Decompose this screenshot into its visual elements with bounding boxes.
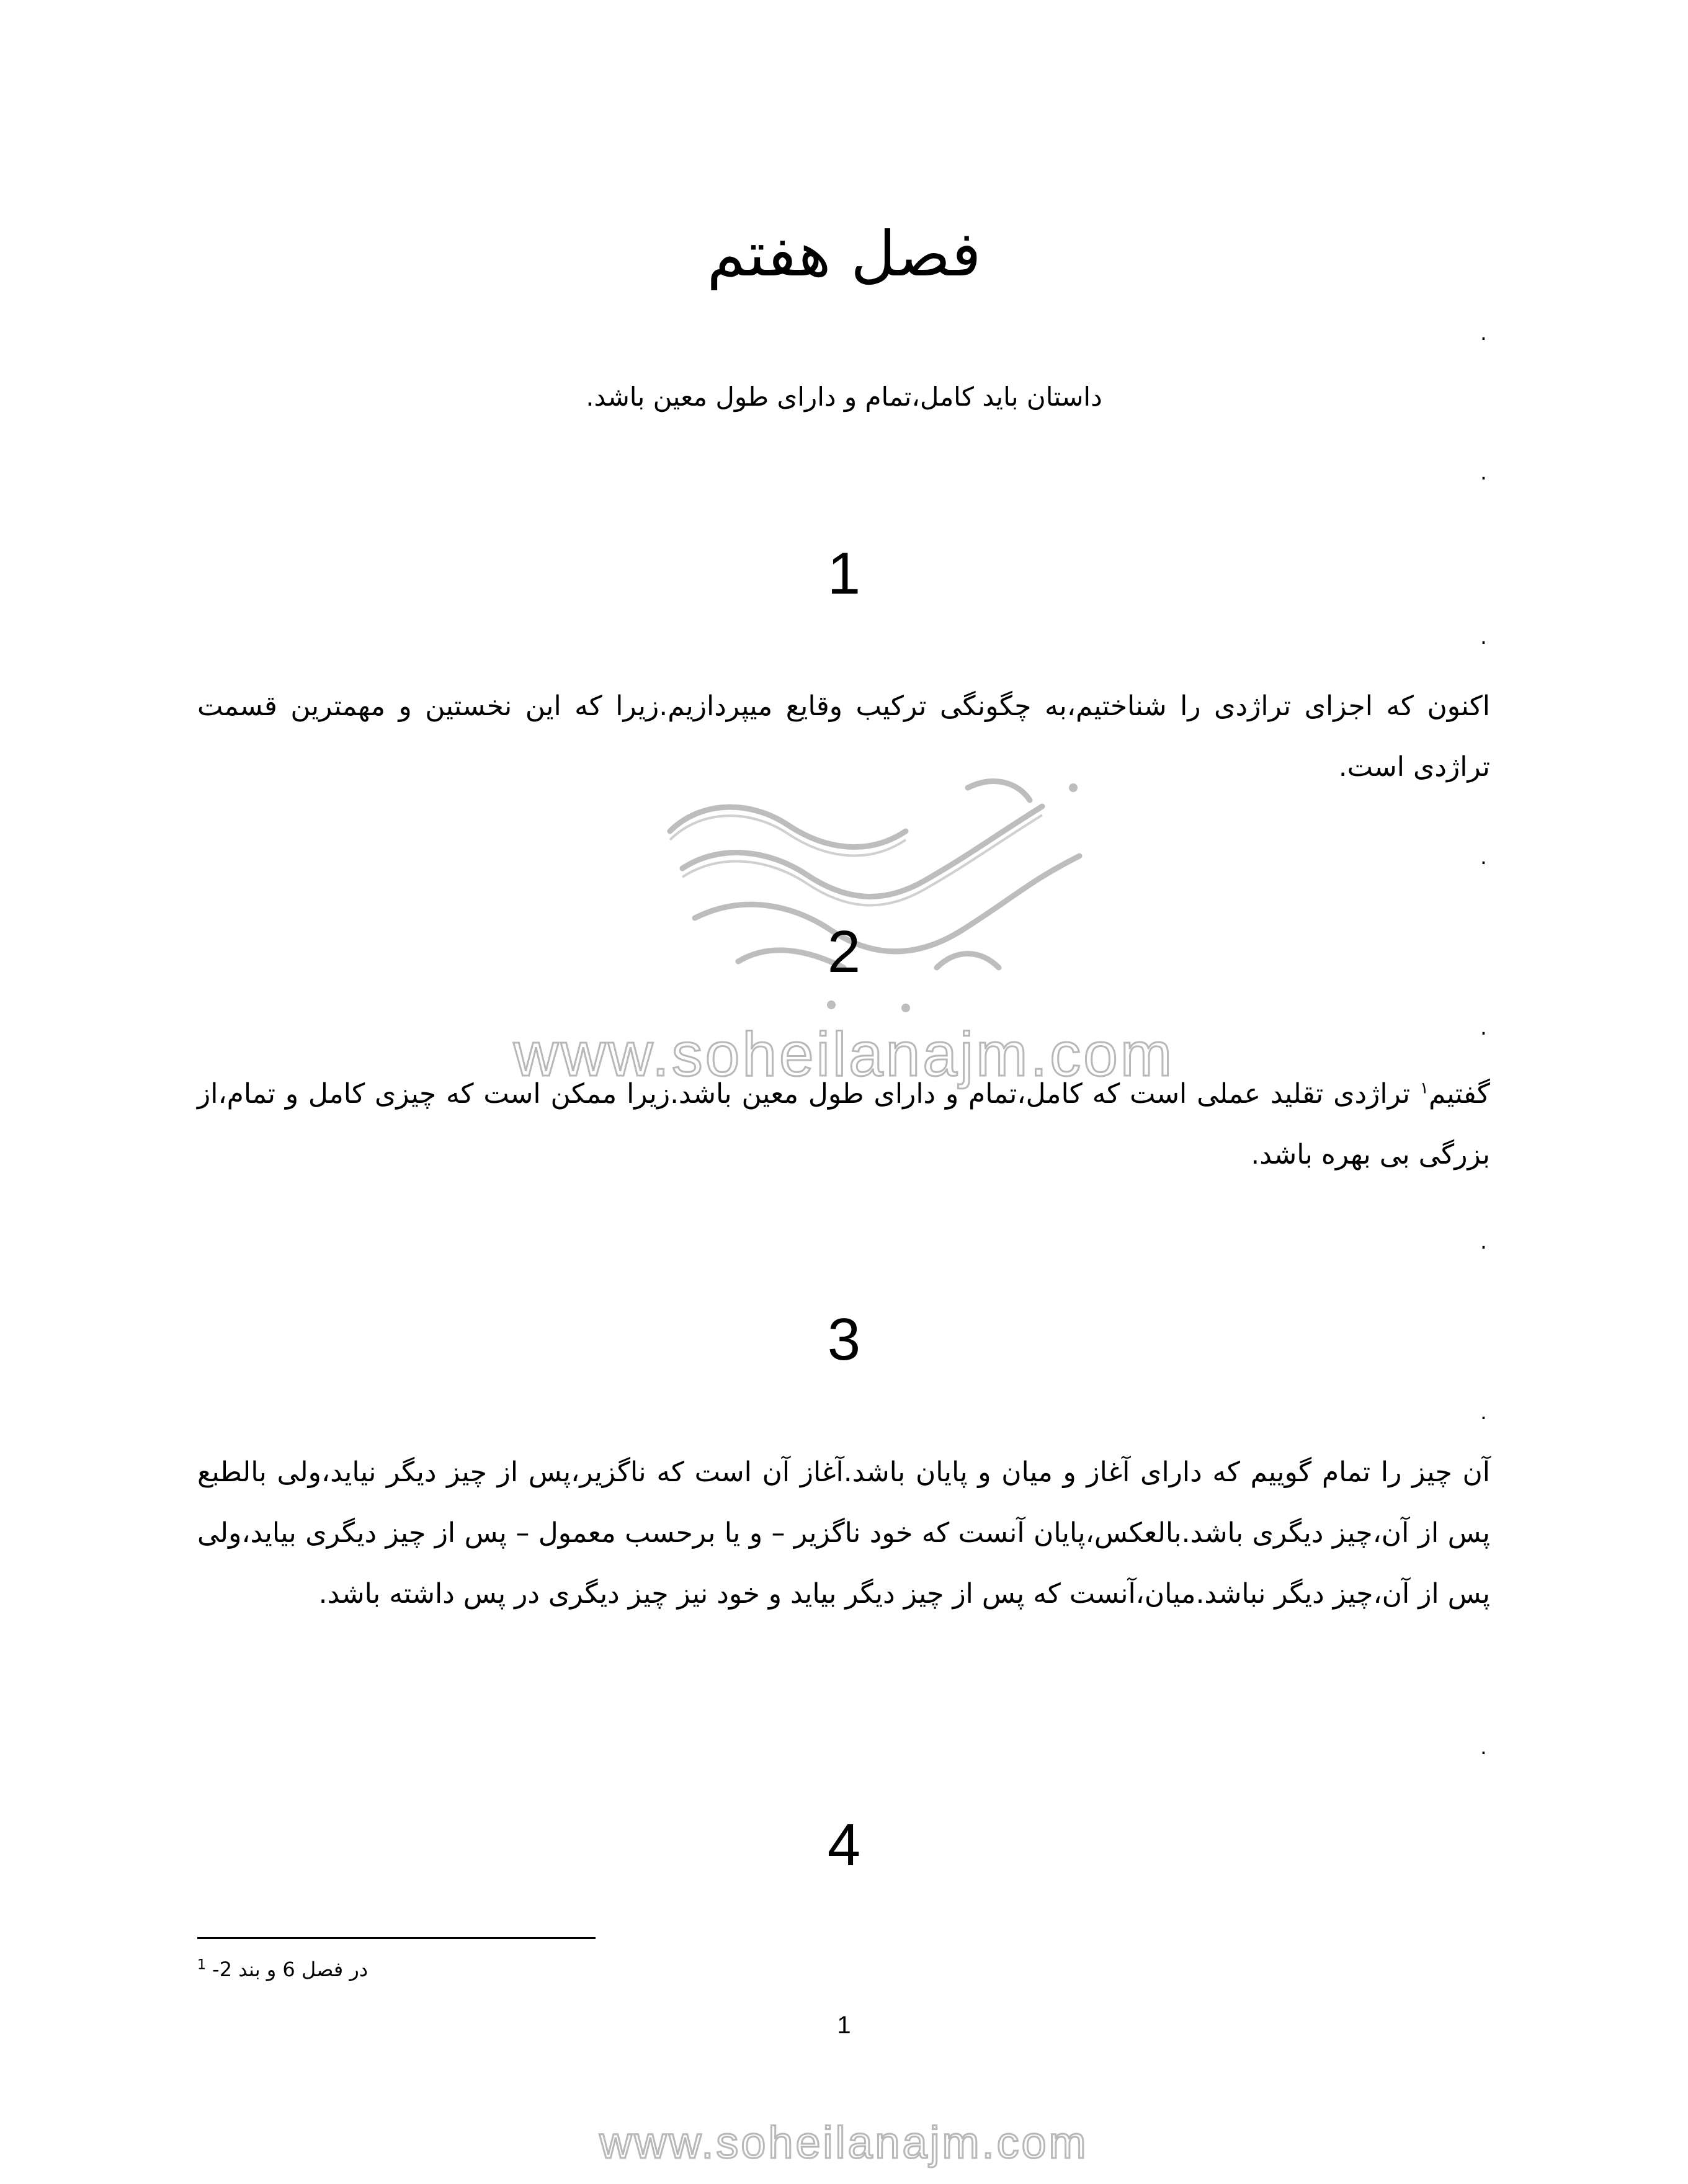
website-watermark: www.soheilanajm.com xyxy=(513,1020,1175,1089)
footnote-text: در فصل 6 و بند 2- xyxy=(212,1958,368,1981)
dot-marker: . xyxy=(1480,625,1487,649)
footnote-reference[interactable]: ۱ xyxy=(1419,1079,1429,1098)
dot-marker: . xyxy=(1480,845,1487,870)
dot-marker: . xyxy=(1480,1735,1487,1760)
website-watermark-footer: www.soheilanajm.com xyxy=(599,2118,1089,2168)
section-number: 2 xyxy=(827,919,861,985)
dot-marker: . xyxy=(1480,1015,1487,1040)
footnote xyxy=(197,1954,632,1985)
section-number: 3 xyxy=(827,1306,861,1373)
paragraph-text: گفتیم xyxy=(1428,1078,1490,1110)
page-number: 1 xyxy=(837,2012,851,2039)
footnote-mark: 1 xyxy=(197,1957,206,1973)
section-paragraph: اکنون که اجزای تراژدی را شناختیم،به چگونگی ترکیب وقایع میپردازیم.زیرا که این نخستین و مهمترین قسمت تراژدی است. xyxy=(197,690,1490,783)
section-paragraph xyxy=(197,1064,1490,1185)
chapter-subtitle: داستان باید کامل،تمام و دارای طول معین باشد. xyxy=(586,381,1102,412)
dot-marker: . xyxy=(1480,321,1487,345)
dot-marker: . xyxy=(1480,460,1487,485)
chapter-title: فصل هفتم xyxy=(707,218,981,290)
dot-marker: . xyxy=(1480,1229,1487,1254)
section-number: 4 xyxy=(827,1812,861,1878)
section-number: 1 xyxy=(827,540,861,607)
paragraph-text: تراژدی تقلید عملی است که کامل،تمام و دارای طول معین باشد.زیرا ممکن است که چیزی کامل و تمام،از بزرگی بی بهره باشد. xyxy=(197,1078,1490,1170)
dot-marker: . xyxy=(1480,1400,1487,1425)
footnote-separator xyxy=(197,1937,596,1939)
section-paragraph: آن چیز را تمام گوییم که دارای آغاز و میان و پایان باشد.آغاز آن است که ناگزیر،پس از چیز دیگر نیاید،ولی بالطبع پس از آن،چیز دیگری باشد.بالعکس،پایان آنست که خود ناگزیر – و یا برحسب معمول – پس از چیز دیگری بیاید،ولی پس از آن،چیز دیگر نباشد.میان،آنست که پس از چیز دیگر بیاید و خود نیز چیز دیگری در پس داشته باشد. xyxy=(197,1456,1490,1610)
